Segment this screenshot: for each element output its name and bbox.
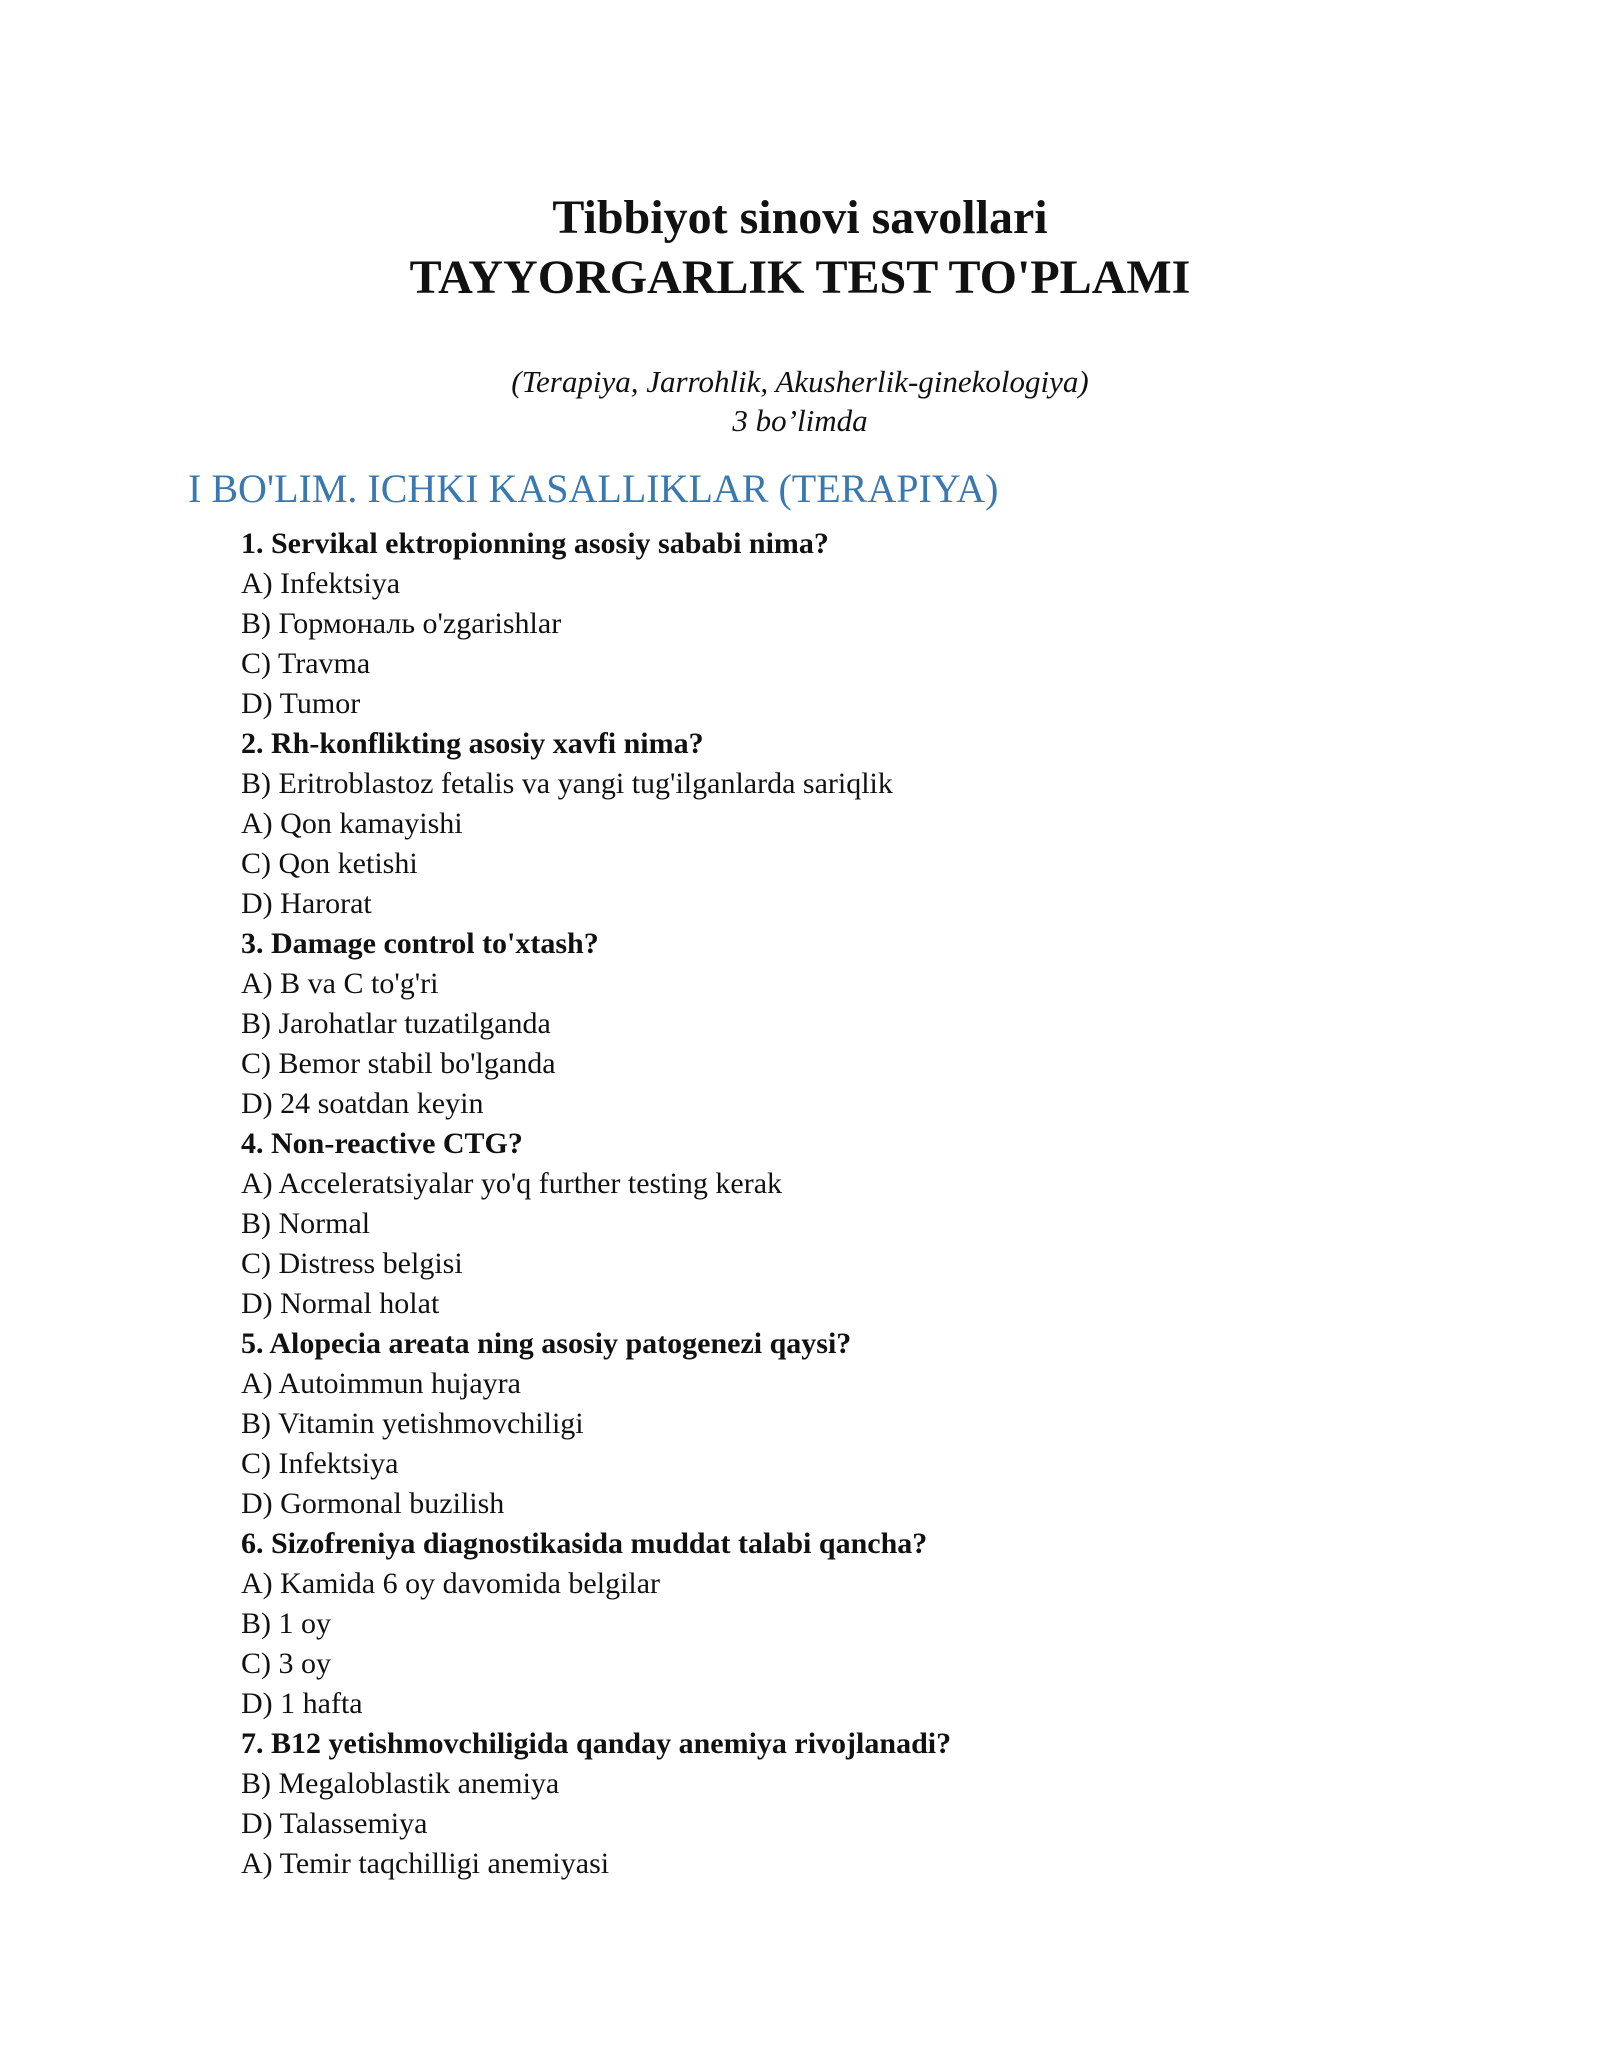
question-block [241,1724,1441,1884]
answer-option: B) Megaloblastik anemiya [241,1767,560,1800]
answer-option: B) Гормональ o'zgarishlar [241,607,562,640]
answer-option: A) Autoimmun hujayra [241,1367,521,1400]
question-list [241,524,1441,1884]
document-subtitle: (Terapiya, Jarrohlik, Akusherlik-ginekologiya) [511,364,1089,399]
answer-option: B) Jarohatlar tuzatilganda [241,1007,551,1040]
question-block [241,524,1441,724]
question-text: 5. Alopecia areata ning asosiy patogenezi qaysi? [241,1327,852,1360]
question-block [241,1324,1441,1524]
question-text: 2. Rh-konflikting asosiy xavfi nima? [241,727,704,760]
answer-option: D) Tumor [241,687,361,720]
answer-option: B) 1 oy [241,1607,331,1640]
question-block [241,1524,1441,1724]
answer-option: C) Distress belgisi [241,1247,463,1280]
answer-option: D) 1 hafta [241,1687,363,1720]
answer-option: A) Infektsiya [241,567,401,600]
answer-option: D) Talassemiya [241,1807,428,1840]
question-text: 6. Sizofreniya diagnostikasida muddat talabi qancha? [241,1527,928,1560]
answer-option: A) Qon kamayishi [241,807,463,840]
question-text: 3. Damage control to'xtash? [241,927,599,960]
answer-option: A) Acceleratsiyalar yo'q further testing kerak [241,1167,783,1200]
answer-option: C) Travma [241,647,371,680]
answer-option: A) Kamida 6 oy davomida belgilar [241,1567,661,1600]
answer-option: D) Normal holat [241,1287,440,1320]
question-block [241,924,1441,1124]
section-heading: I BO'LIM. ICHKI KASALLIKLAR (TERAPIYA) [188,466,999,511]
question-text: 7. B12 yetishmovchiligida qanday anemiya rivojlanadi? [241,1727,952,1760]
answer-option: C) 3 oy [241,1647,331,1680]
answer-option: D) 24 soatdan keyin [241,1087,484,1120]
question-block [241,724,1441,924]
question-text: 1. Servikal ektropionning asosiy sababi nima? [241,527,829,560]
answer-option: C) Infektsiya [241,1447,399,1480]
answer-option: C) Qon ketishi [241,847,418,880]
answer-option: A) Temir taqchilligi anemiyasi [241,1847,610,1880]
answer-option: C) Bemor stabil bo'lganda [241,1047,556,1080]
answer-option: D) Harorat [241,887,372,920]
document-title: Tibbiyot sinovi savollari [552,191,1048,244]
question-block [241,1124,1441,1324]
document-subtitle-parts: 3 bo’limda [732,403,868,438]
subtitle-block [0,362,1600,440]
answer-option: B) Eritroblastoz fetalis va yangi tug'ilganlarda sariqlik [241,767,893,800]
answer-option: B) Vitamin yetishmovchiligi [241,1407,584,1440]
answer-option: D) Gormonal buzilish [241,1487,505,1520]
question-text: 4. Non-reactive CTG? [241,1127,523,1160]
answer-option: B) Normal [241,1207,371,1240]
document-title-secondary: TAYYORGARLIK TEST TO'PLAMI [409,251,1191,304]
answer-option: A) B va C to'g'ri [241,967,439,1000]
title-block [0,188,1600,308]
